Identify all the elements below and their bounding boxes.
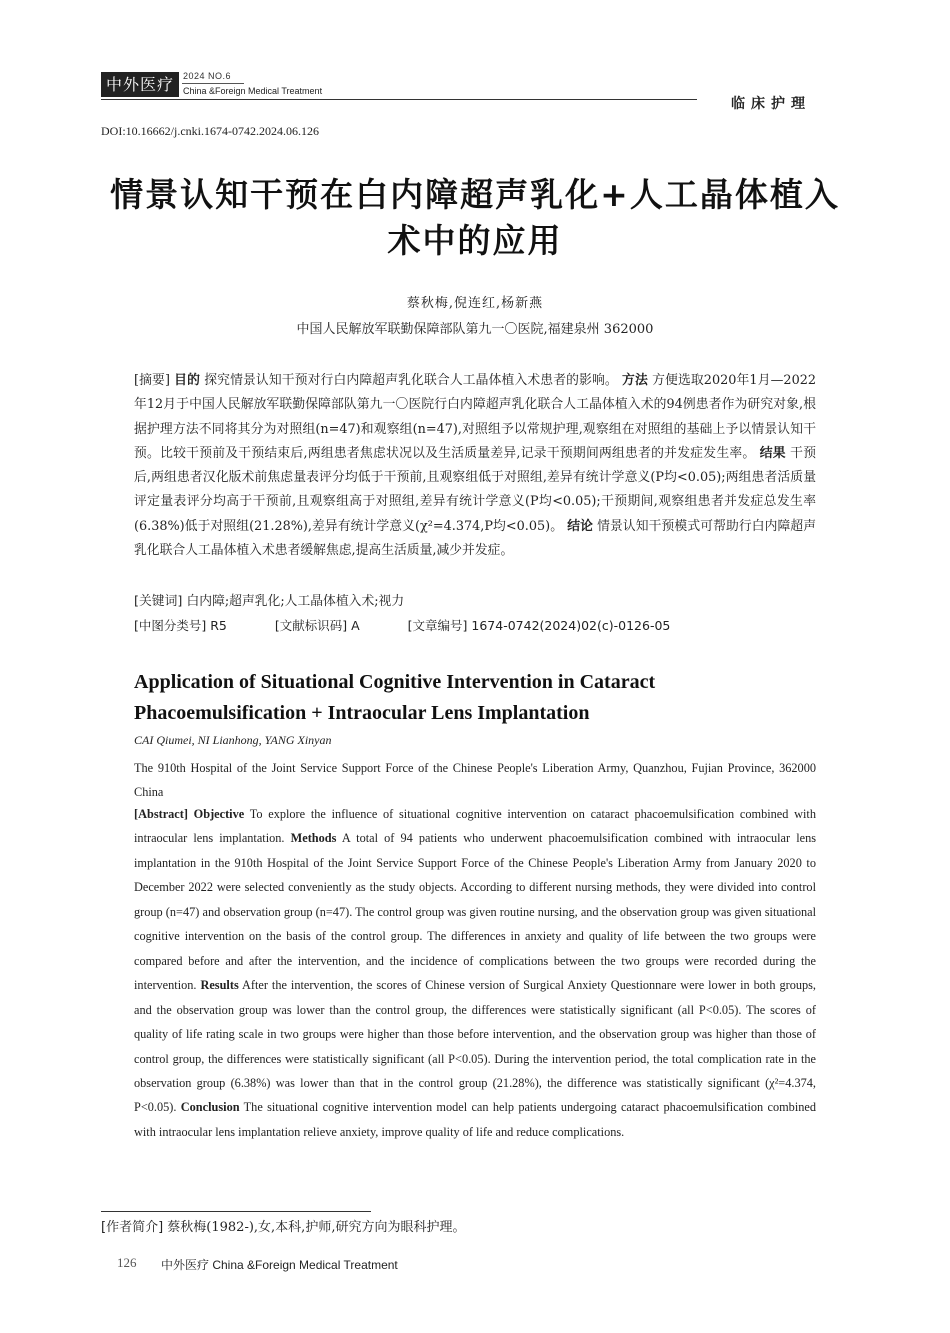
abstract-en-label: [Abstract] <box>134 807 188 821</box>
conclusion-label-en: Conclusion <box>180 1100 240 1115</box>
section-label: 临床护理 <box>731 96 811 112</box>
journal-logo: 中外医疗 <box>101 72 179 97</box>
doc-code-label: [文献标识码] <box>274 618 348 633</box>
journal-english-name: China &Foreign Medical Treatment <box>183 86 323 96</box>
methods-cn: 方便选取2020年1月—2022年12月于中国人民解放军联勤保障部队第九一〇医院行白内障超声乳化联合人工晶体植入术的94例患者作为研究对象,根据护理方法不同将其分为对照组(n=47)和观察组(n=47),对照组予以常规护理,观察组在对照组的基础上予以情景认知干预。比较干预前及干预结束后,两组患者焦虑状况以及生活质量差异,记录干预期间两组患者的并发症发生率。 <box>134 373 816 461</box>
objective-cn: 探究情景认知干预对行白内障超声乳化联合人工晶体植入术患者的影响。 <box>204 373 618 388</box>
article-number-label: [文章编号] <box>407 618 468 633</box>
classification-row <box>134 616 816 634</box>
doi: DOI:10.16662/j.cnki.1674-0742.2024.06.126 <box>101 124 319 138</box>
keywords-cn <box>134 590 816 609</box>
doc-code-value: A <box>351 618 360 633</box>
keywords-cn-text: 白内障;超声乳化;人工晶体植入术;视力 <box>186 594 405 609</box>
methods-en: A total of 94 patients who underwent phacoemulsification combined with intraocular lens implantation in the 910th Hospital of the Joint Service Support Force of the Chinese People's Liberation Army from January 2020 to December 2022 were selected conveniently as the study objects. According to different nursing methods, they were divided into control group (n=47) and observation group (n=47). The control group was given routine nursing, and the observation group was given situational cognitive intervention on the basis of the control group. The differences in anxiety and quality of life between the two groups were compared before and after the intervention, and the incidence of complications between the two groups were recorded during the intervention. <box>134 831 817 993</box>
objective-en: To explore the influence of situational cognitive intervention on cataract phacoemulsification combined with intraocular lens implantation. <box>134 807 816 846</box>
conclusion-en: The situational cognitive intervention model can help patients undergoing cataract phacoemulsification combined with intraocular lens implantation relieve anxiety, improve quality of life and reduce complications. <box>134 1100 816 1139</box>
conclusion-label-cn: 结论 <box>567 518 594 534</box>
results-label-en: Results <box>200 978 239 993</box>
clc-label: [中图分类号] <box>134 618 207 633</box>
results-label-cn: 结果 <box>759 445 786 461</box>
journal-issue: 2024 NO.6 <box>183 71 232 81</box>
title-cn: 情景认知干预在白内障超声乳化+人工晶体植入术中的应用 <box>110 175 840 260</box>
issue-divider <box>182 83 244 84</box>
abstract-cn-label: [摘要] <box>134 373 170 388</box>
footnote-rule <box>101 1211 371 1212</box>
affiliation-cn: 中国人民解放军联勤保障部队第九一〇医院,福建泉州 362000 <box>296 322 654 337</box>
keywords-cn-label: [关键词] <box>134 594 183 609</box>
methods-label-cn: 方法 <box>622 373 648 388</box>
author-note <box>101 1216 465 1235</box>
title-en: Application of Situational Cognitive Intervention in Cataract Phacoemulsification + Intraocular Lens Implantation <box>134 671 656 724</box>
results-cn: 干预后,两组患者汉化版术前焦虑量表评分均低于干预前,且观察组低于对照组,差异有统计学意义(P均<0.05);两组患者活质量评定量表评分均高于干预前,且观察组高于对照组,差异有统计学意义(P均<0.05);干预期间,观察组患者并发症总发生率(6.38%)低于对照组(21.28%),差异有统计学意义(χ²=4.374,P均<0.05)。 <box>134 445 816 534</box>
abstract-en <box>134 802 816 1144</box>
authors-en: CAI Qiumei, NI Lianhong, YANG Xinyan <box>134 733 332 747</box>
author-note-text: 蔡秋梅(1982-),女,本科,护师,研究方向为眼科护理。 <box>167 1220 466 1235</box>
objective-label-en: Objective <box>193 807 245 821</box>
methods-label-en: Methods <box>290 831 337 846</box>
page-number: 126 <box>117 1255 137 1270</box>
author-note-label: [作者简介] <box>101 1220 164 1235</box>
authors-cn: 蔡秋梅,倪连红,杨新燕 <box>406 296 544 311</box>
article-number-value: 1674-0742(2024)02(c)-0126-05 <box>471 618 671 633</box>
footer-journal: 中外医疗 China &Foreign Medical Treatment <box>161 1258 398 1272</box>
results-en: After the intervention, the scores of Chinese version of Surgical Anxiety Questionnare were lower in both groups, and the observation group was lower than the control group, the differences were statistically significant (all P<0.05). The scores of quality of life rating scale in two groups were higher than those before intervention, and the observation group was higher than those of control group, the differences were statistically significant (all P<0.05). During the intervention period, the total complication rate in the observation group (6.38%) was lower than that in the control group (21.28%), the difference was statistically significant (χ²=4.374, P<0.05). <box>134 978 816 1115</box>
header-rule <box>101 99 697 100</box>
objective-label-cn: 目的 <box>174 373 201 388</box>
abstract-cn <box>134 369 816 563</box>
conclusion-cn: 情景认知干预模式可帮助行白内障超声乳化联合人工晶体植入术患者缓解焦虑,提高生活质量,减少并发症。 <box>134 518 817 559</box>
clc-value: R5 <box>210 618 227 633</box>
affiliation-en: The 910th Hospital of the Joint Service Support Force of the Chinese People's Liberation Army, Quanzhou, Fujian Province, 362000 China <box>134 761 816 799</box>
